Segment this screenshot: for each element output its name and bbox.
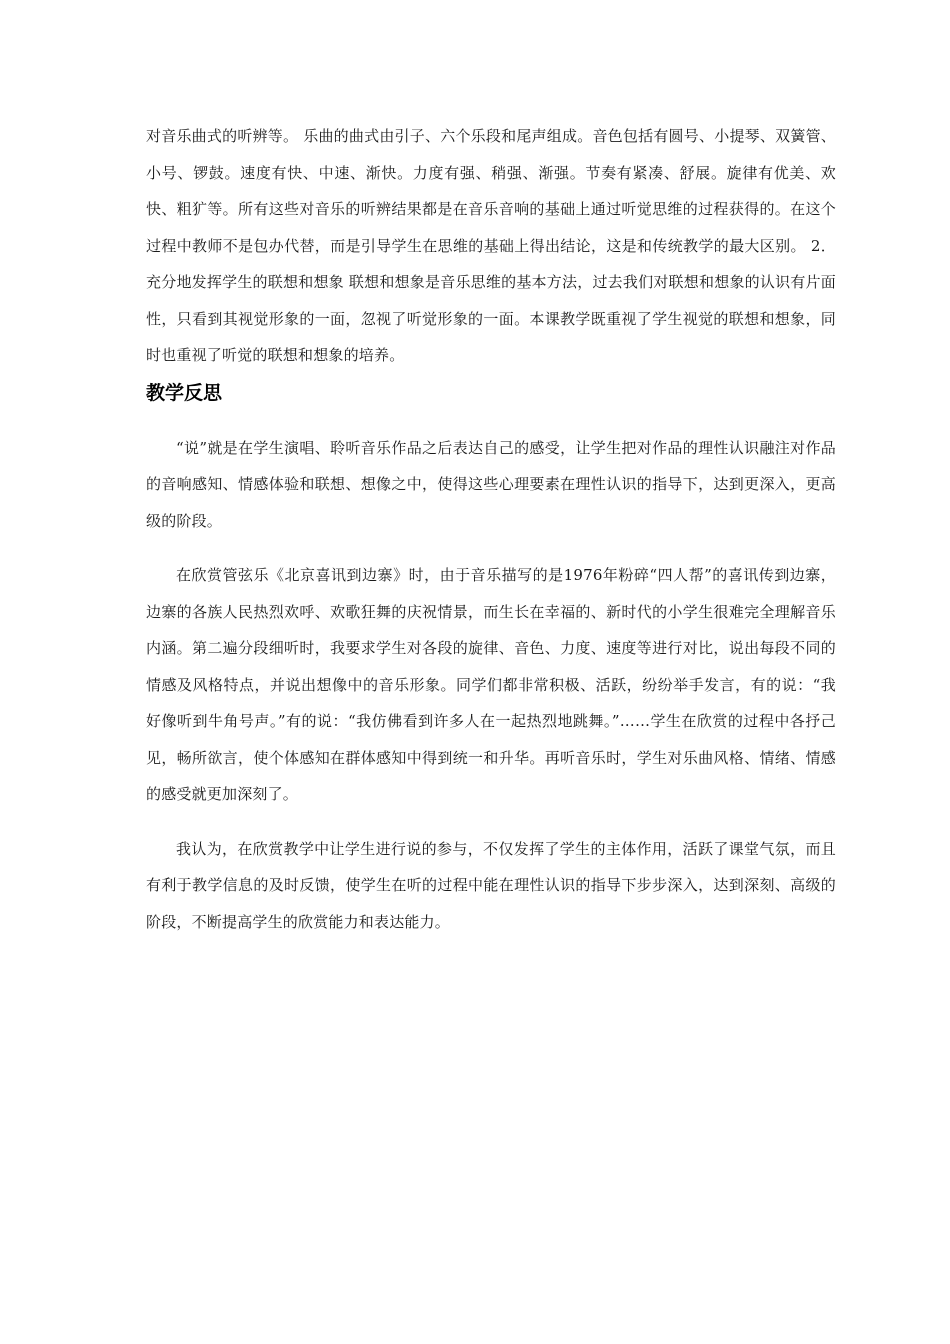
body-paragraph-1: “说”就是在学生演唱、聆听音乐作品之后表达自己的感受，让学生把对作品的理性认识融注对作品的音响感知、情感体验和联想、想像之中，使得这些心理要素在理性认识的指导下，达到更深入，更高级的阶段。 xyxy=(146,438,836,530)
body-paragraph-2: 在欣赏管弦乐《北京喜讯到边寨》时，由于音乐描写的是1976年粉碎“四人帮”的喜讯传到边寨，边寨的各族人民热烈欢呼、欢歌狂舞的庆祝情景，而生长在幸福的、新时代的小学生很难完全理解音乐内涵。第二遍分段细听时，我要求学生对各段的旋律、音色、力度、速度等进行对比，说出每段不同的情感及风格特点，并说出想像中的音乐形象。同学们都非常积极、活跃，纷纷举手发言，有的说：“我好像听到牛角号声。”有的说：“我仿佛看到许多人在一起热烈地跳舞。”……学生在欣赏的过程中各抒己见，畅所欲言，使个体感知在群体感知中得到统一和升华。再听音乐时，学生对乐曲风格、情绪、情感的感受就更加深刻了。 xyxy=(146,566,836,803)
document-page xyxy=(146,118,836,940)
section-heading: 教学反思 xyxy=(146,381,223,404)
intro-paragraph: 对音乐曲式的听辨等。 乐曲的曲式由引子、六个乐段和尾声组成。音色包括有圆号、小提琴、双簧管、小号、锣鼓。速度有快、中速、渐快。力度有强、稍强、渐强。节奏有紧凑、舒展。旋律有优美、欢快、粗犷等。所有这些对音乐的听辨结果都是在音乐音响的基础上通过听觉思维的过程获得的。在这个过程中教师不是包办代替，而是引导学生在思维的基础上得出结论，这是和传统教学的最大区别。 2．充分地发挥学生的联想和想象 联想和想象是音乐思维的基本方法，过去我们对联想和想象的认识有片面性，只看到其视觉形象的一面，忽视了听觉形象的一面。本课教学既重视了学生视觉的联想和想象，同时也重视了听觉的联想和想象的培养。 xyxy=(146,127,836,364)
body-paragraph-3: 我认为，在欣赏教学中让学生进行说的参与，不仅发挥了学生的主体作用，活跃了课堂气氛，而且有利于教学信息的及时反馈，使学生在听的过程中能在理性认识的指导下步步深入，达到深刻、高级的阶段，不断提高学生的欣赏能力和表达能力。 xyxy=(146,839,836,931)
